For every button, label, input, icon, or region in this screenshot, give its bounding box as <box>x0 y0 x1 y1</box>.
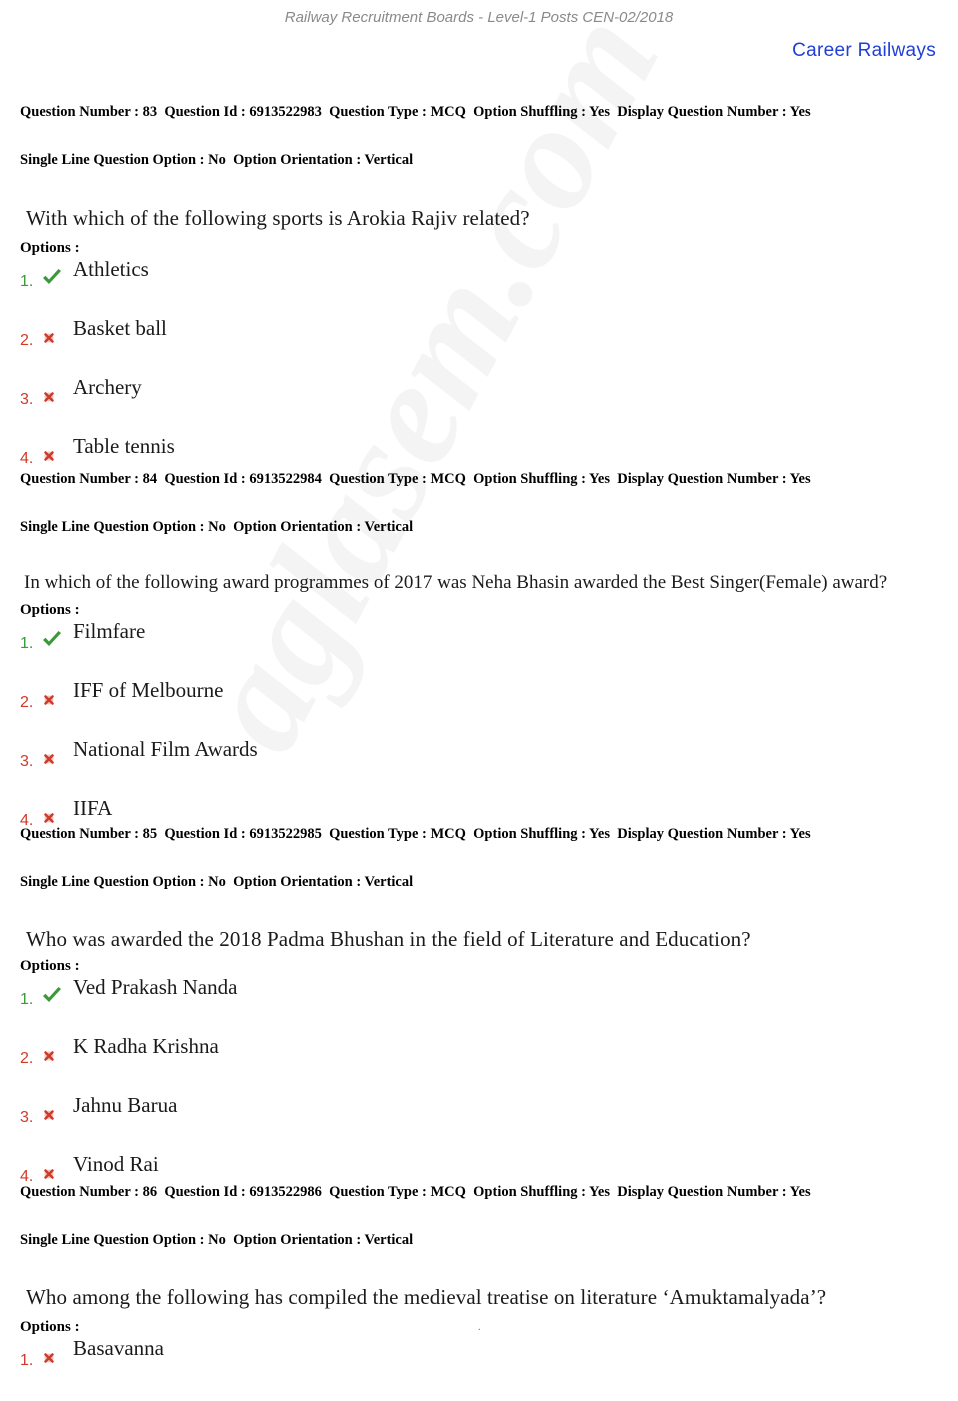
option-number: 1. <box>20 273 34 290</box>
options-label: Options : <box>20 602 80 618</box>
option-text: Archery <box>73 375 142 399</box>
option-number: 2. <box>20 332 34 349</box>
question-meta-line1: Question Number : 84 Question Id : 6913522984 Question Type : MCQ Option Shuffling : Yes Display Question Number : Yes <box>20 471 811 487</box>
header-title: Railway Recruitment Boards - Level-1 Posts CEN-02/2018 <box>284 9 674 26</box>
question-text: Who among the following has compiled the medieval treatise on literature ‘Amuktamalyada’? <box>26 1285 827 1309</box>
question-meta-line2: Single Line Question Option : No Option Orientation : Vertical <box>20 874 414 890</box>
option-text: Basket ball <box>73 316 167 340</box>
option-text: Athletics <box>73 257 149 281</box>
option-text: Jahnu Barua <box>73 1093 178 1117</box>
option-item <box>20 375 940 440</box>
option-item <box>20 257 940 322</box>
options-label: Options : <box>20 240 80 256</box>
footer-mark: . <box>478 1322 481 1333</box>
option-text: Basavanna <box>73 1336 164 1360</box>
option-number: 2. <box>20 694 34 711</box>
question-text: With which of the following sports is Arokia Rajiv related? <box>26 206 530 230</box>
option-text: National Film Awards <box>73 737 258 761</box>
options-label: Options : <box>20 1319 80 1335</box>
option-item <box>20 1336 940 1401</box>
question-meta-line1: Question Number : 83 Question Id : 6913522983 Question Type : MCQ Option Shuffling : Yes Display Question Number : Yes <box>20 104 811 120</box>
question-meta <box>20 794 940 922</box>
option-text: Table tennis <box>73 434 175 458</box>
question-meta <box>20 72 940 200</box>
cross-icon <box>41 384 63 406</box>
question-meta <box>20 439 940 567</box>
question-meta-line2: Single Line Question Option : No Option Orientation : Vertical <box>20 519 414 535</box>
question-text: Who was awarded the 2018 Padma Bhushan in the field of Literature and Education? <box>26 927 751 951</box>
option-number: 4. <box>20 1168 34 1185</box>
option-item <box>20 619 940 684</box>
option-number: 3. <box>20 391 34 408</box>
check-icon <box>41 984 63 1006</box>
option-item <box>20 1093 940 1158</box>
option-text: Vinod Rai <box>73 1152 159 1176</box>
option-number: 3. <box>20 753 34 770</box>
cross-icon <box>41 325 63 347</box>
option-item <box>20 975 940 1040</box>
options-label: Options : <box>20 958 80 974</box>
cross-icon <box>41 1345 63 1367</box>
option-text: IFF of Melbourne <box>73 678 224 702</box>
cross-icon <box>41 746 63 768</box>
question-meta-line2: Single Line Question Option : No Option Orientation : Vertical <box>20 152 414 168</box>
option-number: 3. <box>20 1109 34 1126</box>
brand-label: Career Railways <box>792 40 936 61</box>
question-meta <box>20 1152 940 1280</box>
option-number: 1. <box>20 1352 34 1369</box>
option-number: 4. <box>20 812 34 829</box>
option-item <box>20 1034 940 1099</box>
cross-icon <box>41 1102 63 1124</box>
question-text: In which of the following award programmes of 2017 was Neha Bhasin awarded the Best Singer(Female) award? <box>24 572 888 593</box>
check-icon <box>41 266 63 288</box>
option-item <box>20 678 940 743</box>
check-icon <box>41 628 63 650</box>
option-number: 4. <box>20 450 34 467</box>
question-block <box>20 1152 940 1401</box>
question-meta-line2: Single Line Question Option : No Option Orientation : Vertical <box>20 1232 414 1248</box>
option-list <box>20 1336 940 1401</box>
cross-icon <box>41 1043 63 1065</box>
question-block <box>20 72 940 499</box>
option-text: Filmfare <box>73 619 146 643</box>
question-meta-line1: Question Number : 85 Question Id : 6913522985 Question Type : MCQ Option Shuffling : Yes Display Question Number : Yes <box>20 826 811 842</box>
option-number: 1. <box>20 635 34 652</box>
option-item <box>20 316 940 381</box>
cross-icon <box>41 687 63 709</box>
option-number: 2. <box>20 1050 34 1067</box>
question-meta-line1: Question Number : 86 Question Id : 6913522986 Question Type : MCQ Option Shuffling : Yes Display Question Number : Yes <box>20 1184 811 1200</box>
option-text: IIFA <box>73 796 113 820</box>
option-number: 1. <box>20 991 34 1008</box>
option-text: Ved Prakash Nanda <box>73 975 238 999</box>
option-text: K Radha Krishna <box>73 1034 219 1058</box>
